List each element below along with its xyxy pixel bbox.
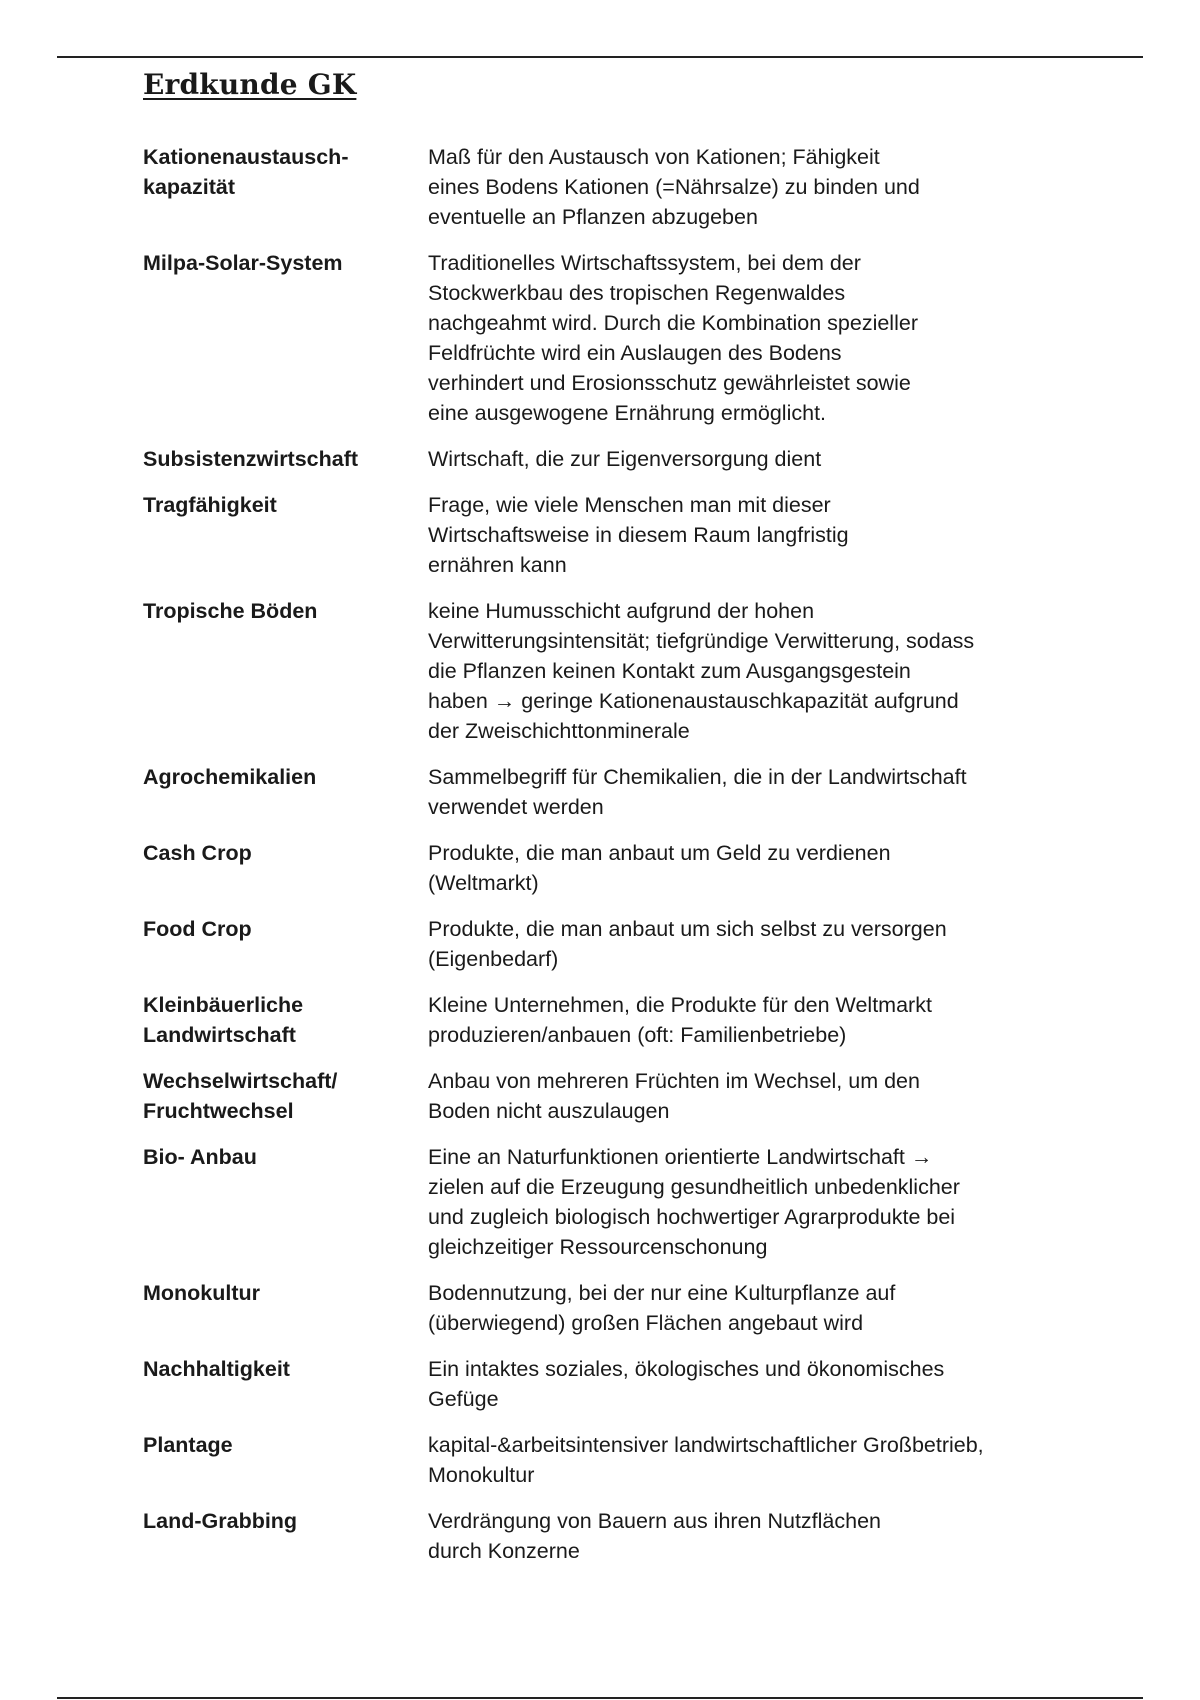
glossary-term: Milpa-Solar-System [143,251,343,275]
glossary-entry [143,990,1063,1050]
glossary-entry [143,1066,1063,1126]
glossary-term: Monokultur [143,1281,261,1305]
glossary-list [143,142,1063,1582]
glossary-definition: kapital-&arbeitsintensiver landwirtschaftlicher Großbetrieb, Monokultur [428,1433,984,1487]
glossary-entry [143,914,1063,974]
glossary-definition: Traditionelles Wirtschaftssystem, bei dem der Stockwerkbau des tropischen Regenwaldes nachgeahmt wird. Durch die Kombination spezieller Feldfrüchte wird ein Auslaugen des Bodens verhindert und Erosionsschutz gewährleistet sowie eine ausgewogene Ernährung ermöglicht. [428,251,918,425]
glossary-term: Food Crop [143,917,252,941]
glossary-term: Nachhaltigkeit [143,1357,290,1381]
glossary-term: Tragfähigkeit [143,493,277,517]
glossary-definition: Anbau von mehreren Früchten im Wechsel, um den Boden nicht auszulaugen [428,1069,920,1123]
glossary-term: Kationenaustausch- kapazität [143,145,349,199]
glossary-definition: Wirtschaft, die zur Eigenversorgung dient [428,447,822,471]
glossary-term: Subsistenzwirtschaft [143,447,359,471]
glossary-entry [143,444,1063,474]
header-rule [57,56,1143,58]
glossary-definition: Frage, wie viele Menschen man mit dieser Wirtschaftsweise in diesem Raum langfristig ernähren kann [428,493,849,577]
glossary-term: Tropische Böden [143,599,318,623]
glossary-definition: Sammelbegriff für Chemikalien, die in der Landwirtschaft verwendet werden [428,765,967,819]
glossary-definition: Verdrängung von Bauern aus ihren Nutzflächen durch Konzerne [428,1509,882,1563]
glossary-entry [143,142,1063,232]
glossary-entry [143,596,1063,746]
glossary-entry [143,1142,1063,1262]
glossary-entry [143,838,1063,898]
glossary-definition: Kleine Unternehmen, die Produkte für den Weltmarkt produzieren/anbauen (oft: Familienbetriebe) [428,993,932,1047]
glossary-term: Agrochemikalien [143,765,317,789]
glossary-entry [143,1354,1063,1414]
glossary-term: Plantage [143,1433,233,1457]
footer-rule [57,1697,1143,1699]
glossary-definition: keine Humusschicht aufgrund der hohen Verwitterungsintensität; tiefgründige Verwitterung, sodass die Pflanzen keinen Kontakt zum Ausgangsgestein haben → geringe Kationenaustauschkapazität aufgrund der Zweischichttonminerale [428,599,975,743]
glossary-term: Land-Grabbing [143,1509,298,1533]
glossary-definition: Produkte, die man anbaut um sich selbst zu versorgen (Eigenbedarf) [428,917,947,971]
glossary-term: Cash Crop [143,841,252,865]
glossary-term: Kleinbäuerliche Landwirtschaft [143,993,304,1047]
glossary-entry [143,1430,1063,1490]
page-title: Erdkunde GK [143,68,357,101]
glossary-definition: Eine an Naturfunktionen orientierte Landwirtschaft → zielen auf die Erzeugung gesundheitlich unbedenklicher und zugleich biologisch hochwertiger Agrarprodukte bei gleichzeitiger Ressourcenschonung [428,1145,960,1259]
glossary-definition: Produkte, die man anbaut um Geld zu verdienen (Weltmarkt) [428,841,891,895]
glossary-entry [143,490,1063,580]
glossary-term: Wechselwirtschaft/ Fruchtwechsel [143,1069,338,1123]
glossary-definition: Maß für den Austausch von Kationen; Fähigkeit eines Bodens Kationen (=Nährsalze) zu binden und eventuelle an Pflanzen abzugeben [428,145,920,229]
glossary-definition: Ein intaktes soziales, ökologisches und ökonomisches Gefüge [428,1357,945,1411]
glossary-entry [143,1278,1063,1338]
glossary-entry [143,1506,1063,1566]
glossary-definition: Bodennutzung, bei der nur eine Kulturpflanze auf (überwiegend) großen Flächen angebaut wird [428,1281,896,1335]
glossary-entry [143,762,1063,822]
glossary-term: Bio- Anbau [143,1145,257,1169]
glossary-entry [143,248,1063,428]
